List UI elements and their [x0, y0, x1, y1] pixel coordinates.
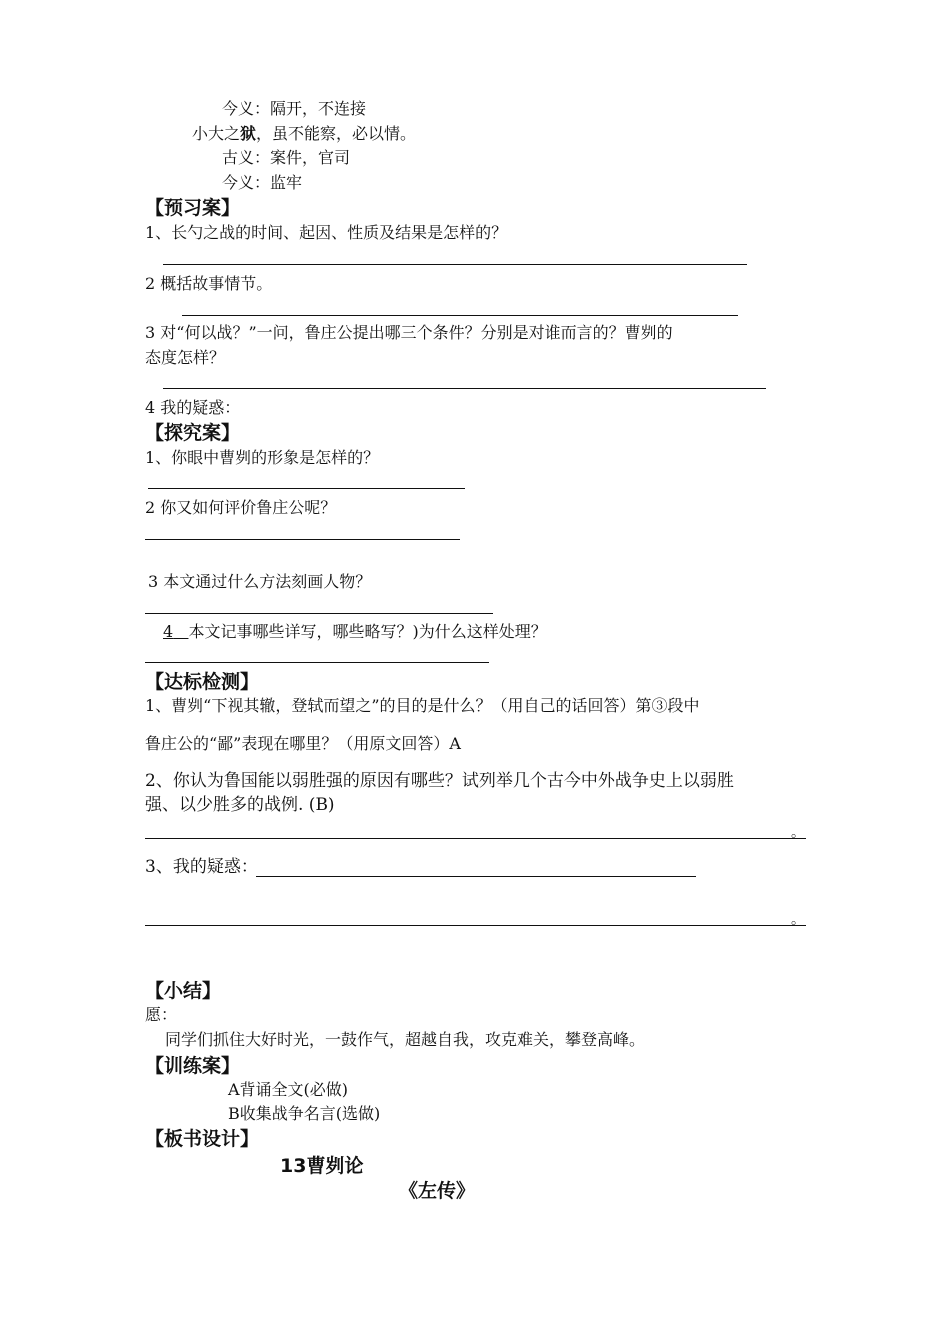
explore-question-3: 3 本文通过什么方法刻画人物？	[148, 572, 372, 591]
end-mark: 。	[791, 825, 805, 841]
vocab-line-2: 小大之狱，虽不能察，必以情。	[192, 124, 417, 143]
test-question-1-line-1: 1、曹刿“下视其辙，登轼而望之”的目的是什么？（用自己的话回答）第③段中	[145, 696, 700, 715]
summary-text: 同学们抓住大好时光，一鼓作气，超越自我，攻克难关，攀登高峰。	[165, 1030, 646, 1049]
preview-question-4: 4 我的疑惑：	[145, 398, 241, 417]
board-heading: 【板书设计】	[145, 1128, 260, 1150]
training-heading: 【训练案】	[145, 1055, 241, 1077]
answer-line[interactable]	[256, 876, 696, 877]
preview-heading: 【预习案】	[145, 197, 241, 219]
test-question-2-line-1: 2、你认为鲁国能以弱胜强的原因有哪些？试列举几个古今中外战争史上以弱胜	[145, 771, 734, 791]
summary-wish: 愿：	[145, 1005, 178, 1024]
training-item-a: A背诵全文(必做)	[228, 1080, 349, 1099]
answer-line[interactable]	[145, 925, 806, 926]
answer-line[interactable]	[145, 613, 493, 614]
answer-line[interactable]	[145, 838, 806, 839]
explore-question-1: 1、你眼中曹刿的形象是怎样的？	[145, 448, 380, 467]
summary-heading: 【小结】	[145, 980, 222, 1002]
answer-line[interactable]	[182, 315, 738, 316]
preview-question-1: 1、长勺之战的时间、起因、性质及结果是怎样的？	[145, 223, 508, 242]
explore-question-2: 2 你又如何评价鲁庄公呢？	[145, 498, 337, 517]
answer-line[interactable]	[163, 388, 766, 389]
preview-question-3-line-2: 态度怎样？	[145, 348, 226, 367]
test-question-1-line-2: 鲁庄公的“鄙”表现在哪里？（用原文回答）A	[145, 734, 461, 753]
highlighted-character: 狱	[240, 124, 257, 143]
answer-line[interactable]	[145, 539, 460, 540]
board-source: 《左传》	[399, 1180, 476, 1202]
test-question-3: 3、我的疑惑：	[145, 857, 258, 877]
answer-line[interactable]	[145, 662, 489, 663]
vocab-line-3: 古义：案件，官司	[222, 148, 351, 167]
preview-question-3-line-1: 3 对“何以战？”一问，鲁庄公提出哪三个条件？分别是对谁而言的？曹刿的	[145, 323, 673, 342]
end-mark: 。	[791, 912, 805, 928]
explore-heading: 【探究案】	[145, 422, 241, 444]
explore-question-4: 4 本文记事哪些详写，哪些略写？)为什么这样处理？	[163, 622, 547, 641]
preview-question-2: 2 概括故事情节。	[145, 274, 273, 293]
test-question-2-line-2: 强、以少胜多的战例. (B)	[145, 795, 335, 815]
answer-line[interactable]	[163, 264, 747, 265]
vocab-line-4: 今义：监牢	[222, 173, 303, 192]
board-title: 13曹刿论	[280, 1155, 364, 1177]
answer-line[interactable]	[148, 488, 465, 489]
vocab-line-1: 今义：隔开，不连接	[222, 99, 367, 118]
test-heading: 【达标检测】	[145, 671, 260, 693]
training-item-b: B收集战争名言(选做)	[228, 1104, 381, 1123]
